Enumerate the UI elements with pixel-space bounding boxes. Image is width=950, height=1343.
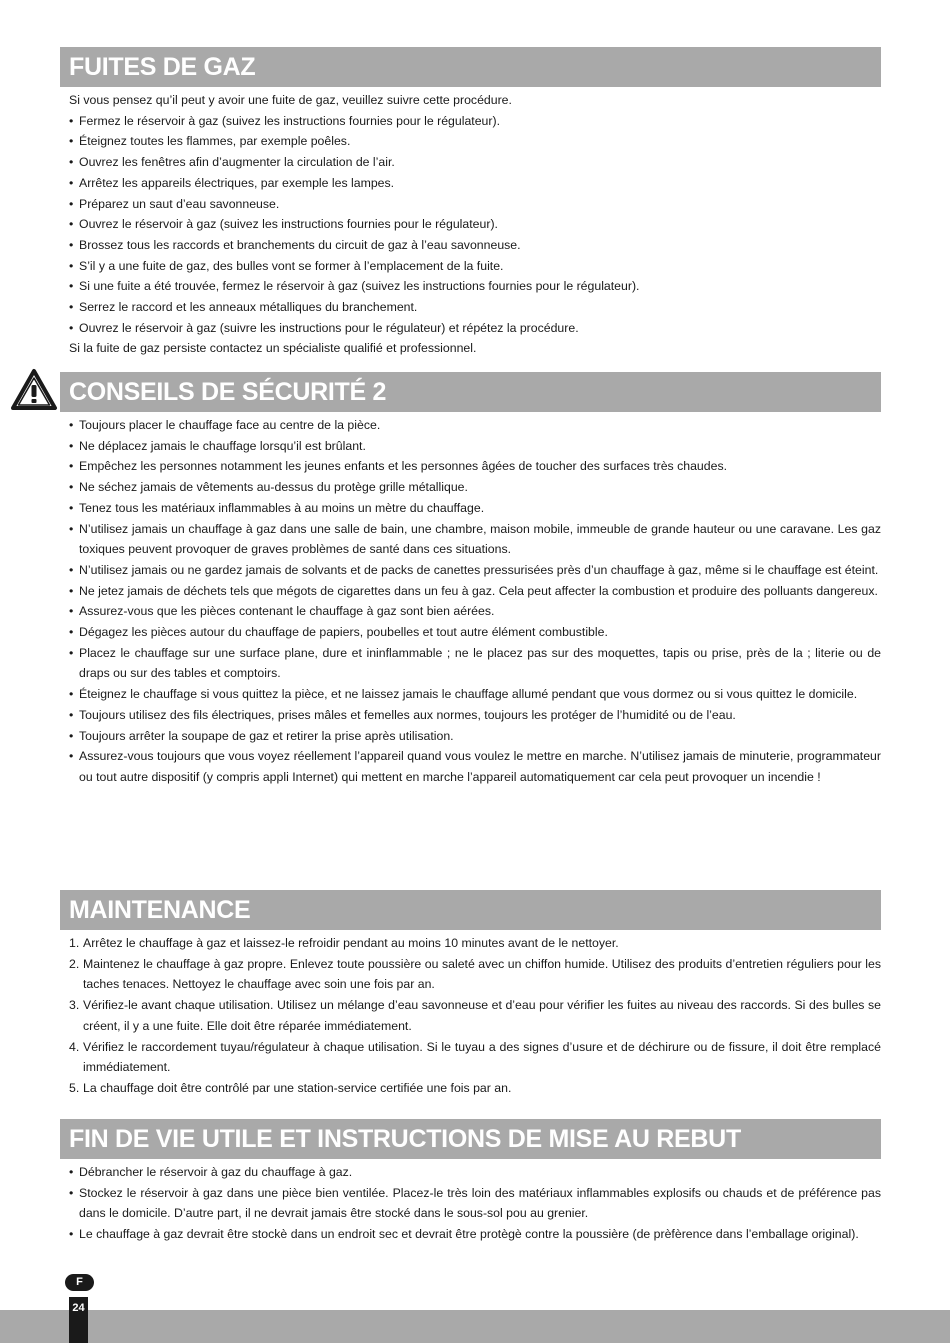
gas-leaks-outro: Si la fuite de gaz persiste contactez un spécialiste qualifié et professionnel. [69, 341, 477, 356]
list-item-text: Arrêtez le chauffage à gaz et laissez-le refroidir pendant au moins 10 minutes avant de le nettoyer. [83, 936, 619, 950]
list-item: • Fermez le réservoir à gaz (suivez les instructions fournies pour le régulateur). [69, 111, 881, 132]
list-item [69, 933, 881, 954]
warning-triangle-icon [10, 368, 58, 412]
maintenance-content [69, 933, 881, 1099]
list-item [69, 995, 881, 1036]
list-item: • Toujours utilisez des fils électriques, prises mâles et femelles aux normes, toujours les protéger de l’humidité ou de l’eau. [69, 705, 881, 726]
list-item: • Ouvrez le réservoir à gaz (suivre les instructions pour le régulateur) et répétez la procédure. [69, 318, 881, 339]
disposal-list [69, 1162, 881, 1245]
list-item: • Toujours arrêter la soupape de gaz et retirer la prise après utilisation. [69, 726, 881, 747]
list-item: • Tenez tous les matériaux inflammables à au moins un mètre du chauffage. [69, 498, 881, 519]
list-item: • Assurez-vous que les pièces contenant le chauffage à gaz sont bien aérées. [69, 601, 881, 622]
list-item: • Dégagez les pièces autour du chauffage de papiers, poubelles et tout autre élément combustible. [69, 622, 881, 643]
list-item-text: Vérifiez-le avant chaque utilisation. Utilisez un mélange d’eau savonneuse et d’eau pour vérifier les fuites au niveau des raccords. Si des bulles se créent, il y a une fuite. Elle doit être réparée immédiatement. [83, 998, 881, 1033]
list-item: • Assurez-vous toujours que vous voyez réellement l’appareil quand vous voulez le mettre en marche. N’utilisez jamais de minuterie, programmateur ou tout autre dispositif (y compris appli Internet) qui mettent en marche l’appareil automatiquement car cela peut provoquer un incendie ! [69, 746, 881, 787]
gas-leaks-list [69, 111, 881, 339]
language-badge: F [65, 1274, 94, 1291]
list-item: • Placez le chauffage sur une surface plane, dure et ininflammable ; ne le placez pas sur des moquettes, tapis ou prise, près de la ; literie ou de draps ou sur des tables et comptoirs. [69, 643, 881, 684]
section-title-disposal: FIN DE VIE UTILE ET INSTRUCTIONS DE MISE AU REBUT [60, 1119, 881, 1159]
section-title-safety: CONSEILS DE SÉCURITÉ 2 [60, 372, 881, 412]
list-item: • Ne déplacez jamais le chauffage lorsqu’il est brûlant. [69, 436, 881, 457]
list-item: • Brossez tous les raccords et branchements du circuit de gaz à l’eau savonneuse. [69, 235, 881, 256]
list-item: • Le chauffage à gaz devrait être stockè dans un endroit sec et devrait être protègè contre la poussière (de prèfèrence dans l’emballage original). [69, 1224, 881, 1245]
list-item [69, 954, 881, 995]
safety-content [69, 415, 881, 788]
list-item: • Débrancher le réservoir à gaz du chauffage à gaz. [69, 1162, 881, 1183]
list-item [69, 1078, 881, 1099]
list-item-text: La chauffage doit être contrôlé par une station-service certifiée une fois par an. [83, 1080, 512, 1095]
maintenance-list [69, 933, 881, 1099]
gas-leaks-intro: Si vous pensez qu’il peut y avoir une fuite de gaz, veuillez suivre cette procédure. [69, 93, 512, 107]
page-number [69, 1297, 88, 1343]
list-item: • Toujours placer le chauffage face au centre de la pièce. [69, 415, 881, 436]
list-item: • Ouvrez le réservoir à gaz (suivez les instructions fournies pour le régulateur). [69, 214, 881, 235]
list-item: • N’utilisez jamais un chauffage à gaz dans une salle de bain, une chambre, maison mobile, immeuble de grande hauteur ou une caravane. Les gaz toxiques peuvent provoquer de graves problèmes de santé dans ces situations. [69, 519, 881, 560]
list-item: • Ouvrez les fenêtres afin d’augmenter la circulation de l’air. [69, 152, 881, 173]
list-item: • Empêchez les personnes notamment les jeunes enfants et les personnes âgées de toucher des surfaces très chaudes. [69, 456, 881, 477]
list-item: • Si une fuite a été trouvée, fermez le réservoir à gaz (suivez les instructions fournies pour le régulateur). [69, 276, 881, 297]
list-item: • Ne jetez jamais de déchets tels que mégots de cigarettes dans un feu à gaz. Cela peut affecter la combustion et produire des polluants dangereux. [69, 581, 881, 602]
page-number-label: 24 [72, 1302, 85, 1314]
list-item: • Éteignez le chauffage si vous quittez la pièce, et ne laissez jamais le chauffage allumé pendant que vous dormez ou si vous quittez le domicile. [69, 684, 881, 705]
list-item [69, 1037, 881, 1078]
list-item-text: Vérifiez le raccordement tuyau/régulateur à chaque utilisation. Si le tuyau a des signes d’usure et de déchirure ou de fissure, il doit être remplacé immédiatement. [83, 1039, 881, 1075]
section-title-maintenance: MAINTENANCE [60, 890, 881, 930]
list-item: • Préparez un saut d’eau savonneuse. [69, 194, 881, 215]
list-item: • Stockez le réservoir à gaz dans une pièce bien ventilée. Placez-le très loin des matériaux inflammables explosifs ou chauds et de préférence pas dans le domicile. D’autre part, il ne devrait jamais être stocké dans le sous-sol pou au grenier. [69, 1183, 881, 1224]
footer-bar [0, 1310, 950, 1343]
list-item: • Arrêtez les appareils électriques, par exemple les lampes. [69, 173, 881, 194]
disposal-content [69, 1162, 881, 1245]
list-item: • Éteignez toutes les flammes, par exemple poêles. [69, 131, 881, 152]
list-item: • S’il y a une fuite de gaz, des bulles vont se former à l’emplacement de la fuite. [69, 256, 881, 277]
list-item-text: Maintenez le chauffage à gaz propre. Enlevez toute poussière ou saleté avec un chiffon humide. Utilisez des produits d’entretien réguliers pour les taches tenaces. Nettoyez le chauffage avec soin une fois par an. [83, 956, 881, 992]
list-item: • Ne séchez jamais de vêtements au-dessus du protège grille métallique. [69, 477, 881, 498]
list-item: • Serrez le raccord et les anneaux métalliques du branchement. [69, 297, 881, 318]
gas-leaks-content [69, 90, 881, 359]
list-item: • N’utilisez jamais ou ne gardez jamais de solvants et de packs de canettes pressurisées près d’un chauffage à gaz, même si le chauffage est éteint. [69, 560, 881, 581]
safety-list [69, 415, 881, 788]
section-title-gas-leaks: FUITES DE GAZ [60, 47, 881, 87]
